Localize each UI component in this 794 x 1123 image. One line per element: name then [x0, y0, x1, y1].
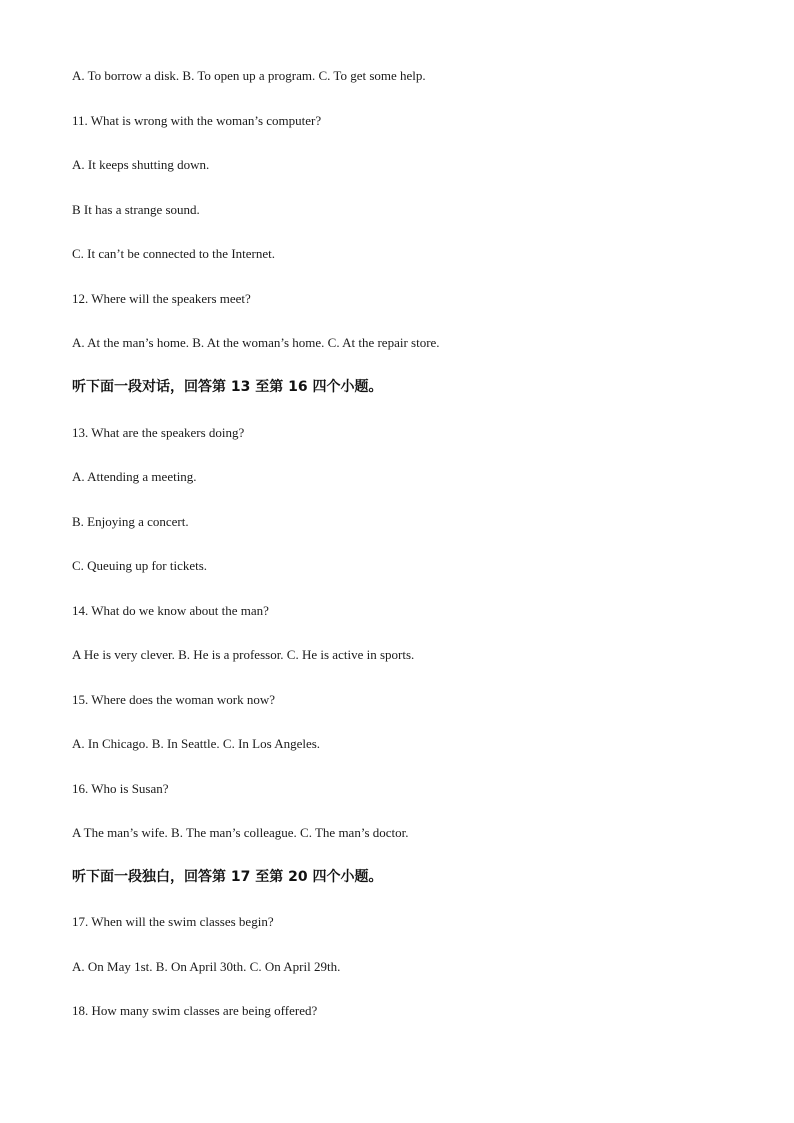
answer-options-q17: A. On May 1st. B. On April 30th. C. On April 29th. [72, 959, 341, 974]
option-13a: A. Attending a meeting. [72, 469, 197, 484]
option-13c: C. Queuing up for tickets. [72, 558, 208, 573]
answer-options-q16: A The man’s wife. B. The man’s colleague. C. The man’s doctor. [72, 825, 409, 840]
question-18: 18. How many swim classes are being offered? [72, 1003, 318, 1018]
option-13b: B. Enjoying a concert. [72, 514, 189, 529]
section-instruction-17-20: 听下面一段独白，回答第 17 至第 20 四个小题。 [72, 869, 383, 885]
answer-options-q14: A He is very clever. B. He is a professor. C. He is active in sports. [72, 647, 415, 662]
question-15: 15. Where does the woman work now? [72, 692, 276, 707]
question-12: 12. Where will the speakers meet? [72, 291, 251, 306]
section-instruction-13-16: 听下面一段对话，回答第 13 至第 16 四个小题。 [72, 379, 383, 395]
option-11a: A. It keeps shutting down. [72, 157, 210, 172]
answer-options-q15: A. In Chicago. B. In Seattle. C. In Los Angeles. [72, 736, 321, 751]
question-11: 11. What is wrong with the woman’s computer? [72, 113, 322, 128]
question-16: 16. Who is Susan? [72, 781, 169, 796]
option-11b: B It has a strange sound. [72, 202, 200, 217]
option-11c: C. It can’t be connected to the Internet. [72, 246, 275, 261]
question-17: 17. When will the swim classes begin? [72, 914, 274, 929]
answer-options-q12: A. At the man’s home. B. At the woman’s home. C. At the repair store. [72, 335, 440, 350]
question-14: 14. What do we know about the man? [72, 603, 269, 618]
question-13: 13. What are the speakers doing? [72, 425, 245, 440]
answer-options-q10: A. To borrow a disk. B. To open up a program. C. To get some help. [72, 68, 426, 83]
